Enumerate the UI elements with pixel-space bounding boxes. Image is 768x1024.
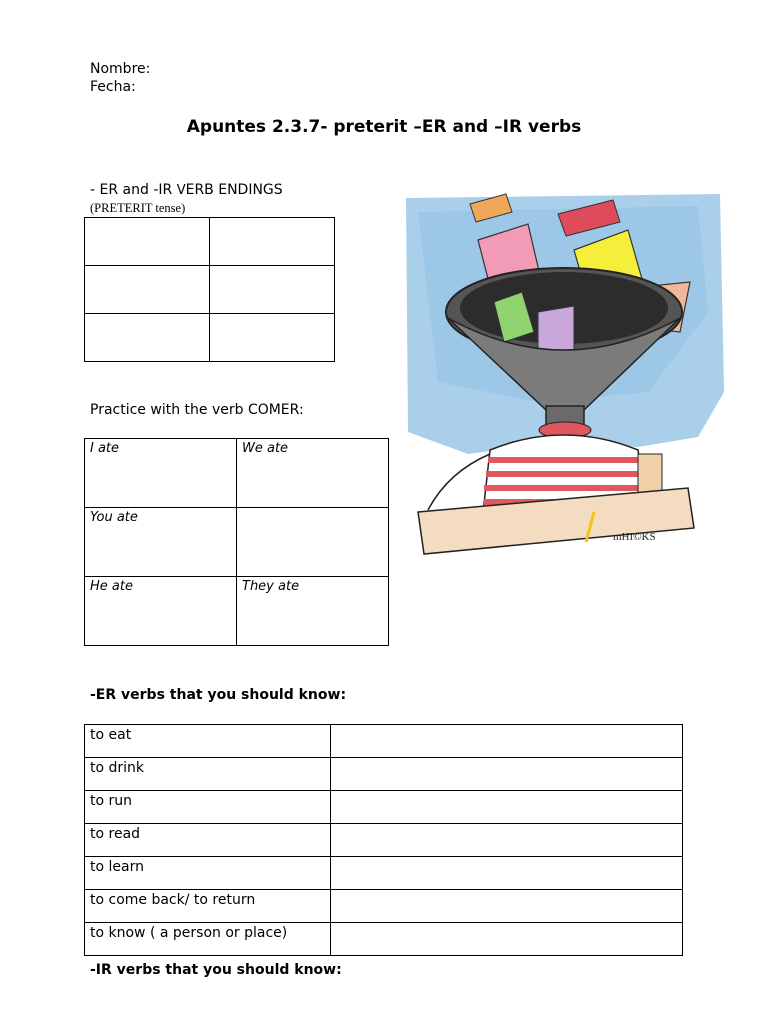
table-row [85, 824, 683, 857]
verb-spanish-cell[interactable] [331, 791, 683, 824]
table-row [85, 791, 683, 824]
practice-cell[interactable]: I ate [85, 439, 237, 508]
verb-spanish-cell[interactable] [331, 890, 683, 923]
verb-english: to drink [85, 758, 331, 791]
left-arm [428, 454, 490, 510]
verb-spanish-cell[interactable] [331, 725, 683, 758]
table-row [85, 266, 335, 314]
er-verbs-table [84, 724, 683, 956]
artist-signature: mHI©KS [613, 531, 656, 543]
table-row [85, 923, 683, 956]
verb-english: to learn [85, 857, 331, 890]
endings-cell[interactable] [85, 218, 210, 266]
verb-spanish-cell[interactable] [331, 824, 683, 857]
verb-spanish-cell[interactable] [331, 758, 683, 791]
practice-cell[interactable]: You ate [85, 508, 237, 577]
funnel-illustration-svg [398, 192, 730, 562]
table-row [85, 577, 389, 646]
endings-subheading: (PRETERIT tense) [90, 201, 186, 215]
practice-cell[interactable]: He ate [85, 577, 237, 646]
practice-cell[interactable]: They ate [237, 577, 389, 646]
verb-spanish-cell[interactable] [331, 857, 683, 890]
page-title: Apuntes 2.3.7- preterit –ER and –IR verbs [186, 117, 582, 137]
endings-cell[interactable] [210, 314, 335, 362]
endings-cell[interactable] [85, 266, 210, 314]
funnel-illustration [398, 192, 730, 562]
endings-cell[interactable] [210, 218, 335, 266]
practice-cell[interactable]: We ate [237, 439, 389, 508]
date-label: Fecha: [90, 79, 136, 95]
endings-table [84, 217, 335, 362]
table-row [85, 725, 683, 758]
table-row [85, 314, 335, 362]
table-row [85, 439, 389, 508]
practice-cell[interactable] [237, 508, 389, 577]
verb-english: to come back/ to return [85, 890, 331, 923]
verb-english: to run [85, 791, 331, 824]
practice-intro: Practice with the verb COMER: [90, 402, 304, 418]
ir-verbs-heading: -IR verbs that you should know: [90, 962, 342, 978]
table-row [85, 508, 389, 577]
verb-spanish-cell[interactable] [331, 923, 683, 956]
endings-cell[interactable] [85, 314, 210, 362]
table-row [85, 857, 683, 890]
verb-english: to read [85, 824, 331, 857]
verb-english: to know ( a person or place) [85, 923, 331, 956]
endings-cell[interactable] [210, 266, 335, 314]
practice-table [84, 438, 389, 646]
table-row [85, 758, 683, 791]
name-label: Nombre: [90, 61, 151, 77]
endings-heading: - ER and -IR VERB ENDINGS [90, 182, 283, 198]
er-verbs-heading: -ER verbs that you should know: [90, 687, 347, 703]
verb-english: to eat [85, 725, 331, 758]
table-row [85, 890, 683, 923]
table-row [85, 218, 335, 266]
